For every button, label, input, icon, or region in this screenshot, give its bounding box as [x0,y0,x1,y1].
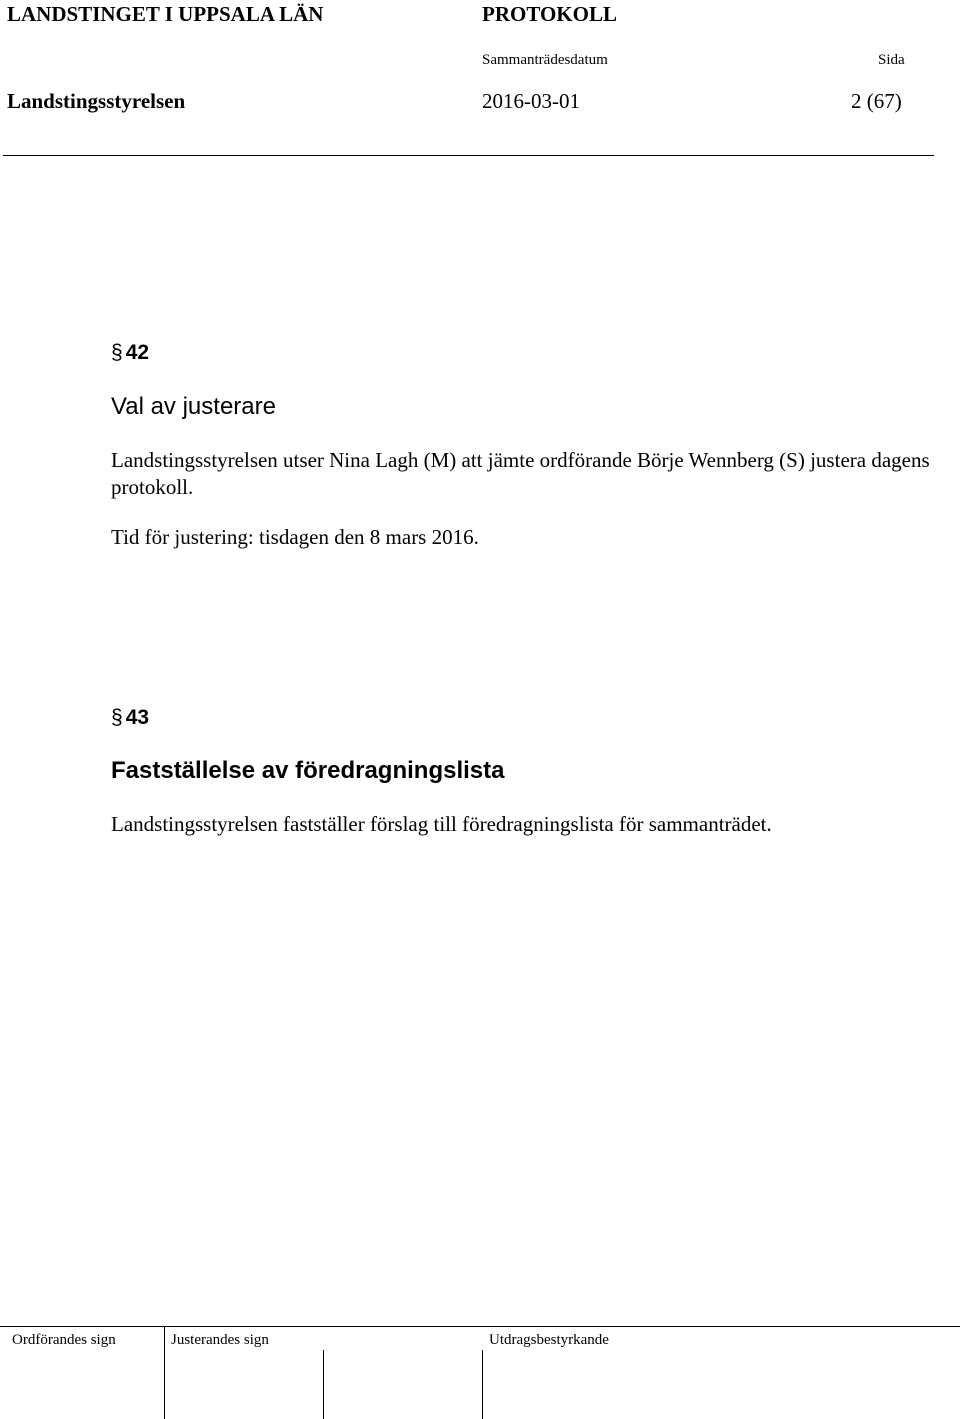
footer-column-divider [323,1350,324,1419]
section-number [111,341,149,365]
paragraph-sign: § [111,341,123,364]
section-paragraph: Landstingsstyrelsen fastställer förslag till föredragningslista för sammanträdet. [111,812,772,836]
chair-signature-label: Ordförandes sign [12,1332,116,1348]
section-title: Fastställelse av föredragningslista [111,757,505,784]
paragraph-sign: § [111,706,123,729]
footer-column-divider [482,1350,483,1419]
section-paragraph: Tid för justering: tisdagen den 8 mars 2016. [111,525,479,549]
section-number-value: 43 [125,706,150,729]
header-divider [3,155,934,156]
document-type: PROTOKOLL [482,2,617,26]
section-paragraph: Landstingsstyrelsen utser Nina Lagh (M) att jämte ordförande Börje Wennberg (S) justera dagens protokoll. [111,448,930,499]
organization-name: LANDSTINGET I UPPSALA LÄN [7,2,324,26]
section-number [111,706,149,730]
footer-column-divider [164,1327,165,1419]
section-title: Val av justerare [111,393,276,420]
page-number: 2 (67) [851,89,902,113]
board-name: Landstingsstyrelsen [7,89,186,113]
adjuster-signature-label: Justerandes sign [171,1332,269,1348]
meeting-date-label: Sammanträdesdatum [482,52,608,68]
section-number-value: 42 [125,341,150,364]
page-label: Sida [878,52,905,68]
footer-divider [0,1326,960,1327]
meeting-date: 2016-03-01 [482,89,580,113]
extract-certification-label: Utdragsbestyrkande [489,1332,609,1348]
